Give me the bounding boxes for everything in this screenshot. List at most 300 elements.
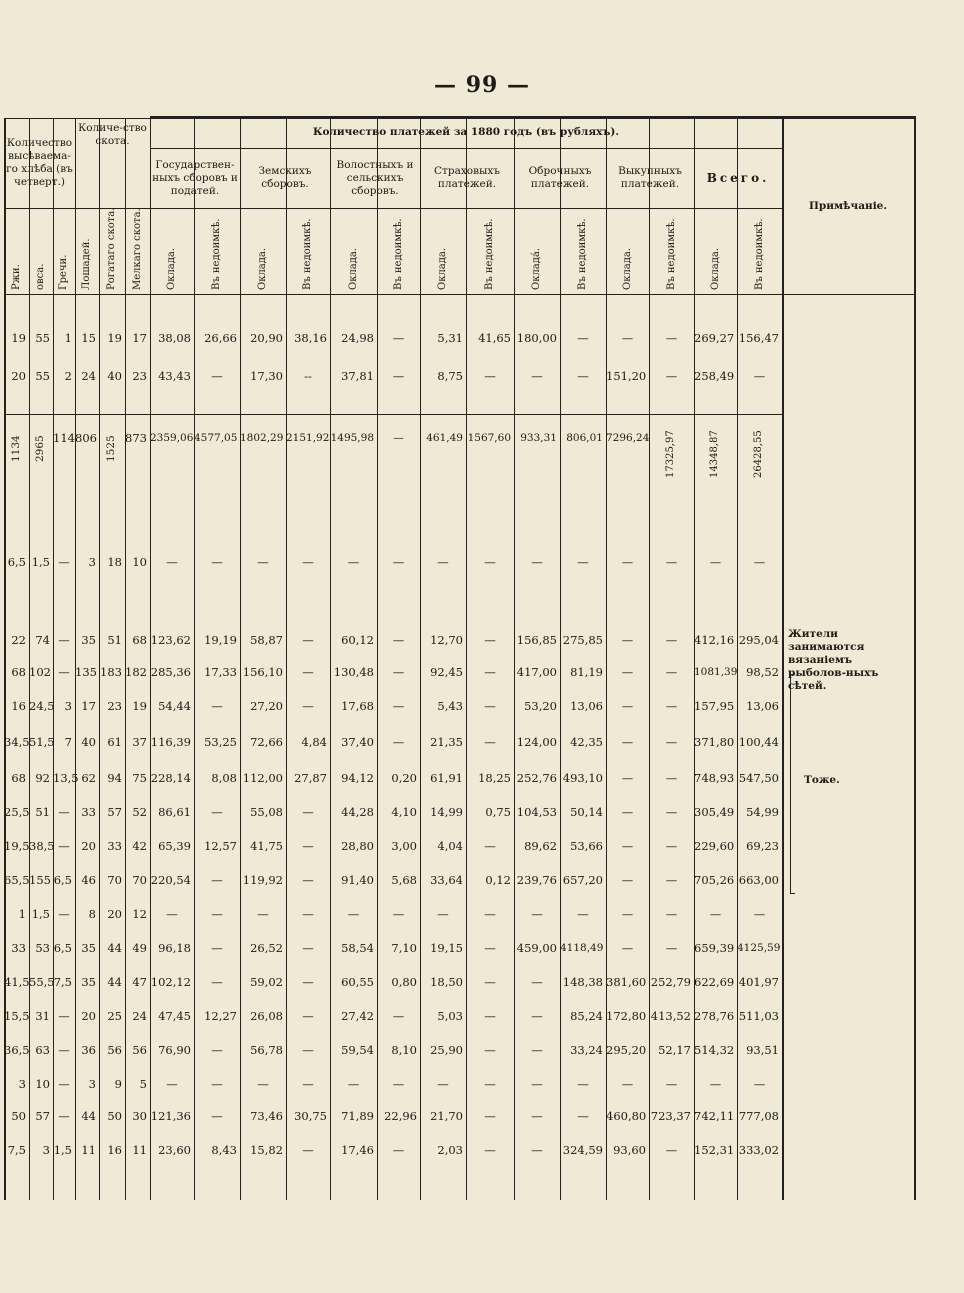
table-cell: — (621, 771, 634, 785)
table-cell: — (531, 1109, 543, 1123)
column-rule (125, 118, 126, 1200)
sub-header: Въ недоимкѣ. (577, 218, 588, 290)
column-rule (53, 118, 54, 1200)
column-rule (694, 118, 695, 1200)
table-cell: 5,68 (391, 873, 417, 887)
table-cell: — (484, 665, 496, 679)
table-cell: 806 (75, 431, 97, 445)
table-cell: 98,52 (746, 665, 779, 679)
column-rule (466, 118, 467, 1200)
table-cell: 8,08 (211, 771, 237, 785)
table-cell: — (484, 975, 496, 989)
column-rule (150, 118, 151, 1200)
table-cell: 50 (11, 1109, 26, 1123)
table-cell: 30 (132, 1109, 147, 1123)
table-cell: 24,5 (29, 699, 55, 713)
table-cell: 86,61 (158, 805, 191, 819)
table-cell: 269,27 (694, 331, 735, 345)
table-cell: 38,08 (158, 331, 191, 345)
table-cell: 156,47 (738, 331, 779, 345)
table-cell: 116,39 (150, 735, 191, 749)
table-row (4, 1006, 782, 1026)
table-cell: — (302, 633, 314, 647)
table-cell: 220,54 (150, 873, 191, 887)
table-cell: — (484, 699, 496, 713)
table-cell: — (211, 1077, 223, 1091)
payment-group-header: Земскихъ сборовъ. (258, 165, 312, 190)
table-cell: — (484, 1043, 496, 1057)
table-cell: 40 (81, 735, 96, 749)
table-cell: 93,51 (746, 1043, 779, 1057)
column-rule (737, 118, 738, 1200)
table-cell: 4577,05 (194, 432, 238, 444)
table-cell: 0,20 (391, 771, 417, 785)
table-row (4, 836, 782, 856)
table-cell: — (665, 633, 678, 647)
table-cell: — (211, 699, 223, 713)
table-cell: 151,20 (606, 369, 647, 383)
column-rule (286, 118, 287, 1200)
table-cell: — (392, 633, 405, 647)
table-cell: 68 (132, 633, 147, 647)
table-cell: 26,66 (204, 331, 237, 345)
table-cell: — (531, 975, 543, 989)
table-cell: — (665, 665, 678, 679)
payment-group-header: Всего. (706, 170, 770, 185)
table-cell: 4,10 (391, 805, 417, 819)
table-cell: 7 (64, 735, 72, 749)
table-cell: 371,80 (694, 735, 735, 749)
table-cell: — (753, 1077, 766, 1091)
table-cell: — (211, 941, 223, 955)
table-row (4, 1040, 782, 1060)
table-row (4, 366, 782, 386)
table-cell: — (621, 633, 634, 647)
table-cell: 12 (132, 907, 147, 921)
sub-header: овса. (35, 263, 46, 290)
table-cell: — (665, 805, 678, 819)
table-cell: 15,82 (250, 1143, 283, 1157)
table-cell: 19,19 (204, 633, 237, 647)
column-rule (377, 118, 378, 1200)
table-cell: 104,53 (516, 805, 557, 819)
table-cell: 8 (88, 907, 96, 921)
table-cell: 20 (107, 907, 122, 921)
table-cell: 8,75 (437, 369, 463, 383)
table-cell: 26,52 (250, 941, 283, 955)
table-row (4, 1106, 782, 1126)
table-cell: 33 (107, 839, 122, 853)
table-cell: — (302, 1077, 314, 1091)
table-cell: 180,00 (516, 331, 557, 345)
table-cell: 0,12 (485, 873, 511, 887)
table-cell: 3 (64, 699, 72, 713)
table-row (4, 904, 782, 924)
table-cell: 5,31 (437, 331, 463, 345)
table-cell: 56,78 (250, 1043, 283, 1057)
table-cell: 22,96 (384, 1109, 417, 1123)
table-cell: 54,44 (158, 699, 191, 713)
sub-header: Окладá. (531, 247, 542, 290)
column-rule (4, 118, 6, 1200)
table-cell: — (302, 665, 314, 679)
table-cell: 73,46 (250, 1109, 283, 1123)
payments-header: Количество платежей за 1880 годъ (въ рубляхъ). (312, 125, 620, 138)
table-cell: — (392, 1009, 405, 1023)
table-cell: 37,40 (341, 735, 374, 749)
table-cell: 182 (125, 665, 147, 679)
sub-header: Мелкаго скота. (131, 208, 143, 290)
table-cell: — (484, 1109, 496, 1123)
payment-group-header: Волостныхъ и сельскихъ сборовъ. (336, 158, 414, 197)
table-cell: 35 (81, 941, 96, 955)
table-cell: — (484, 941, 496, 955)
table-cell: — (621, 735, 634, 749)
table-cell: 42,35 (570, 735, 603, 749)
table-cell: 33,64 (430, 873, 463, 887)
table-cell: 15,5 (4, 1009, 30, 1023)
column-rule (649, 118, 650, 1200)
table-cell: 7,5 (7, 1143, 26, 1157)
table-cell: 172,80 (606, 1009, 647, 1023)
table-cell: 723,37 (650, 1109, 691, 1123)
table-cell: 6,5 (53, 873, 72, 887)
table-cell: 60,55 (341, 975, 374, 989)
table-cell: — (531, 1009, 543, 1023)
table-cell: 94 (107, 771, 122, 785)
table-cell: 933,31 (520, 432, 557, 444)
table-cell: — (484, 1009, 496, 1023)
table-cell: 6,5 (53, 941, 72, 955)
table-cell: 60,12 (341, 633, 374, 647)
table-cell: 806,01 (566, 432, 603, 444)
table-cell: 12,57 (204, 839, 237, 853)
table-cell: 12,27 (204, 1009, 237, 1023)
table-cell: 324,59 (562, 1143, 603, 1157)
table-cell: — (437, 1077, 449, 1091)
table-cell: 1,5 (53, 1143, 72, 1157)
table-cell: 54,99 (746, 805, 779, 819)
table-cell: — (211, 873, 223, 887)
table-cell: 2 (64, 369, 72, 383)
table-cell: — (577, 369, 589, 383)
table-cell: — (392, 369, 405, 383)
table-row (4, 630, 782, 650)
table-cell: 333,02 (738, 1143, 779, 1157)
table-cell: 65,5 (4, 873, 30, 887)
table-cell: 69,23 (746, 839, 779, 853)
table-cell: 659,39 (694, 941, 735, 955)
table-cell: 123,62 (150, 633, 191, 647)
table-cell: 68 (11, 771, 26, 785)
table-cell: 92 (35, 771, 50, 785)
statistics-table (4, 118, 916, 1213)
table-cell: 1 (64, 331, 72, 345)
table-cell: 17 (81, 699, 96, 713)
table-cell: 252,76 (516, 771, 557, 785)
table-cell: — (621, 665, 634, 679)
table-cell: 31 (35, 1009, 50, 1023)
table-cell: 514,32 (694, 1043, 735, 1057)
table-cell: 24 (132, 1009, 147, 1023)
table-cell: 22 (11, 633, 26, 647)
table-cell: 4118,49 (560, 942, 604, 954)
table-cell: 705,26 (694, 873, 735, 887)
sub-header: Оклада. (709, 247, 721, 290)
table-row (4, 870, 782, 890)
table-row (4, 972, 782, 992)
table-row (4, 732, 782, 752)
table-cell: 44 (107, 941, 122, 955)
table-cell: 17,30 (250, 369, 283, 383)
table-cell: 0,75 (485, 805, 511, 819)
table-cell: 1 (18, 907, 26, 921)
table-cell: — (257, 907, 269, 921)
column-rule (914, 118, 916, 1200)
sub-header: Рогатаго скота. (106, 207, 117, 290)
table-cell: 18 (107, 555, 122, 569)
table-cell: — (393, 432, 404, 444)
column-rule (420, 118, 421, 1200)
table-cell: -- (304, 369, 312, 383)
table-cell: 460,80 (606, 1109, 647, 1123)
table-cell: — (484, 1143, 496, 1157)
table-cell: — (665, 873, 678, 887)
table-cell: 275,85 (562, 633, 603, 647)
table-cell: 61,91 (430, 771, 463, 785)
table-cell: 156,10 (242, 665, 283, 679)
table-cell: 53,20 (524, 699, 557, 713)
table-row (4, 1074, 782, 1094)
table-cell: 11 (132, 1143, 147, 1157)
table-cell: 71,89 (341, 1109, 374, 1123)
table-cell: 40 (107, 369, 122, 383)
table-cell: 89,62 (524, 839, 557, 853)
note-header: Примѣчаніе. (808, 199, 888, 212)
table-cell: 4,84 (301, 735, 327, 749)
table-cell: 58,54 (341, 941, 374, 955)
table-cell: 81,19 (570, 665, 603, 679)
table-cell: — (437, 555, 449, 569)
table-cell: 51,5 (29, 735, 55, 749)
table-cell: — (665, 907, 678, 921)
table-cell: 3,00 (391, 839, 417, 853)
table-cell: 23,60 (158, 1143, 191, 1157)
table-cell: 305,49 (694, 805, 735, 819)
note-brace (790, 674, 795, 894)
table-cell: 7,10 (391, 941, 417, 955)
table-cell: — (531, 1143, 543, 1157)
table-cell: — (484, 1077, 496, 1091)
table-cell: 17 (132, 331, 147, 345)
table-cell: 100,44 (738, 735, 779, 749)
table-cell: — (665, 331, 678, 345)
table-row (4, 662, 782, 682)
table-cell: 8,43 (211, 1143, 237, 1157)
table-cell: 30,75 (294, 1109, 327, 1123)
table-cell: 742,11 (694, 1109, 735, 1123)
row-rule (4, 208, 782, 209)
table-cell: — (302, 941, 314, 955)
sub-header: Въ недоимкѣ. (484, 218, 495, 290)
table-cell: — (302, 555, 314, 569)
table-cell: 27,42 (341, 1009, 374, 1023)
table-cell: — (621, 1077, 634, 1091)
table-cell: — (577, 331, 589, 345)
table-cell: 41,65 (478, 331, 511, 345)
table-cell: 19 (132, 699, 147, 713)
table-cell: 47,45 (158, 1009, 191, 1023)
table-cell: 7296,24 (606, 432, 650, 444)
table-cell: — (437, 907, 449, 921)
table-cell: 61 (107, 735, 122, 749)
sub-header: Въ недоимкѣ. (753, 218, 765, 290)
table-cell: 55 (35, 369, 50, 383)
table-cell: 20 (81, 1009, 96, 1023)
table-cell: — (58, 1077, 70, 1091)
table-cell: 59,54 (341, 1043, 374, 1057)
table-cell: — (665, 941, 678, 955)
column-rule (29, 118, 30, 1200)
table-cell: — (484, 369, 496, 383)
table-cell: 44,28 (341, 805, 374, 819)
sub-header: Въ недоимкѣ. (392, 218, 404, 290)
table-cell: — (531, 555, 543, 569)
table-cell: 135 (75, 665, 97, 679)
note-same: Тоже. (804, 774, 840, 786)
table-cell: — (58, 839, 70, 853)
table-cell: 1802,29 (240, 432, 284, 444)
table-cell: — (392, 1143, 405, 1157)
total-vertical-value: 2965 (34, 435, 46, 462)
grain-header: Количество высѣваема-го хлѣба (въ четверт.) (6, 137, 73, 188)
table-cell: 53,25 (204, 735, 237, 749)
table-cell: — (302, 1143, 314, 1157)
table-cell: 1081,39 (694, 666, 738, 678)
table-cell: 65,39 (158, 839, 191, 853)
table-cell: 57 (107, 805, 122, 819)
table-cell: 52,17 (658, 1043, 691, 1057)
table-cell: — (392, 907, 405, 921)
table-cell: 5,43 (437, 699, 463, 713)
sub-header: Оклада. (437, 247, 448, 290)
table-cell: — (621, 699, 634, 713)
table-cell: 26,08 (250, 1009, 283, 1023)
total-vertical-value: 26428,55 (752, 430, 764, 478)
table-cell: 4,04 (437, 839, 463, 853)
table-cell: 9 (114, 1077, 122, 1091)
table-cell: 24,98 (341, 331, 374, 345)
table-cell: 37 (132, 735, 147, 749)
table-cell: — (392, 1077, 405, 1091)
table-cell: 42 (132, 839, 147, 853)
table-cell: — (58, 907, 70, 921)
table-cell: — (621, 839, 634, 853)
table-cell: — (709, 907, 722, 921)
table-cell: — (665, 369, 678, 383)
table-cell: 74 (35, 633, 50, 647)
payment-group-header: Страховыхъ платежей. (434, 165, 500, 190)
payment-group-header: Выкупныхъ платежей. (618, 165, 682, 190)
table-cell: 2,03 (437, 1143, 463, 1157)
table-cell: 62 (81, 771, 96, 785)
table-cell: — (753, 907, 766, 921)
table-cell: 13,06 (570, 699, 603, 713)
table-cell: 55,5 (29, 975, 55, 989)
table-cell: 1567,60 (467, 432, 511, 444)
table-cell: 295,20 (606, 1043, 647, 1057)
table-cell: 35 (81, 975, 96, 989)
table-cell: — (211, 1043, 223, 1057)
table-cell: — (665, 771, 678, 785)
table-row (4, 802, 782, 822)
table-cell: 20,90 (250, 331, 283, 345)
table-cell: — (665, 1077, 678, 1091)
table-row (4, 328, 782, 348)
table-cell: 33 (11, 941, 26, 955)
table-cell: — (531, 1077, 543, 1091)
table-cell: — (166, 1077, 178, 1091)
table-row (4, 696, 782, 716)
table-cell: 3 (88, 1077, 96, 1091)
table-cell: 50,14 (570, 805, 603, 819)
table-cell: 76,90 (158, 1043, 191, 1057)
table-cell: 3 (88, 555, 96, 569)
table-cell: 295,04 (738, 633, 779, 647)
table-cell: 55,08 (250, 805, 283, 819)
table-cell: — (665, 735, 678, 749)
table-cell: — (709, 1077, 722, 1091)
table-cell: 663,00 (738, 873, 779, 887)
table-cell: — (665, 699, 678, 713)
table-cell: 2151,92 (286, 432, 330, 444)
table-cell: 183 (100, 665, 122, 679)
table-cell: 258,49 (694, 369, 735, 383)
table-cell: 44 (81, 1109, 96, 1123)
table-cell: — (665, 555, 678, 569)
table-cell: 19,5 (4, 839, 30, 853)
table-cell: 51 (35, 805, 50, 819)
table-cell: — (577, 1077, 589, 1091)
table-cell: 493,10 (562, 771, 603, 785)
table-cell: — (621, 907, 634, 921)
table-cell: 17,68 (341, 699, 374, 713)
table-cell: — (484, 633, 496, 647)
table-cell: 53,66 (570, 839, 603, 853)
table-cell: 68 (11, 665, 26, 679)
table-cell: 0,80 (391, 975, 417, 989)
table-cell: 124,00 (516, 735, 557, 749)
table-cell: 2359,06 (150, 432, 194, 444)
column-rule (99, 118, 100, 1200)
column-rule (75, 118, 76, 1200)
table-cell: 18,25 (478, 771, 511, 785)
table-cell: — (211, 975, 223, 989)
table-cell: 14,99 (430, 805, 463, 819)
total-vertical-value: 14348,87 (708, 430, 720, 478)
table-cell: — (577, 555, 589, 569)
table-cell: 27,20 (250, 699, 283, 713)
table-cell: — (58, 1043, 70, 1057)
table-cell: — (166, 907, 178, 921)
table-cell: 102,12 (150, 975, 191, 989)
table-cell: 19,15 (430, 941, 463, 955)
table-cell: 252,79 (650, 975, 691, 989)
table-cell: 25,5 (4, 805, 30, 819)
table-cell: 547,50 (738, 771, 779, 785)
column-rule (194, 118, 195, 1200)
sub-header: Оклада. (257, 247, 268, 290)
